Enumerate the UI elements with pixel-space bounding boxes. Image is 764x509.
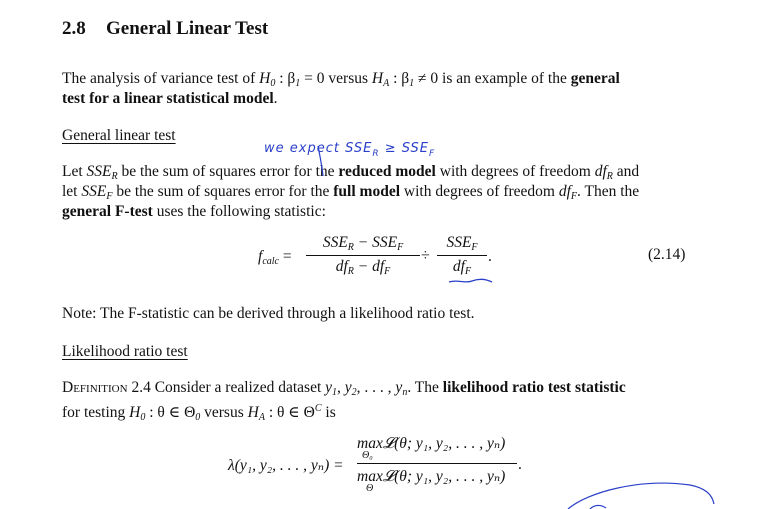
lambda-numerator-subscript: Θ₀	[362, 450, 373, 461]
let-line-1: Let $SSE_R$ be the sum of squares error for the reduced model with degrees of freedom $df_R$ and	[62, 163, 640, 182]
subheading-general-linear-test: General linear test	[62, 127, 176, 144]
intro-line-2: test for a linear statistical model.	[62, 90, 278, 107]
lambda-period: .	[518, 456, 522, 473]
section-title: General Linear Test	[106, 18, 269, 39]
underline-squiggle	[449, 279, 492, 282]
lambda-lhs: λ(y₁, y₂, . . . , yₙ) =	[228, 457, 344, 474]
lambda-numerator: max𝓛(θ; y₁, y₂, . . . , yₙ)	[357, 435, 506, 452]
annotation-arrow-stroke	[318, 146, 323, 176]
lambda-denominator-subscript: Θ	[366, 483, 374, 494]
subheading-likelihood-ratio-test: Likelihood ratio test	[62, 343, 188, 360]
definition-line-1: Definition 2.4 Consider a realized dataset $y_1$, $y_2$, . . . , $y_n$. The likelihood ratio test statistic	[62, 379, 626, 398]
handwritten-annotation: we expect $SSE_R \ge SSE_F$	[264, 141, 436, 159]
margin-tick	[590, 505, 606, 509]
equation-number: (2.14)	[648, 246, 686, 263]
intro-line-1: The analysis of variance test of $H_0$ : $\beta_1 = 0$ versus $H_A$ : $\beta_1 \ne 0$ is an example of the general	[62, 70, 620, 89]
fraction-1: $SSE_R - SSE_F$ $df_R - df_F$	[306, 234, 420, 277]
margin-arc	[568, 483, 714, 509]
let-line-2: let $SSE_F$ be the sum of squares error for the full model with degrees of freedom $df_F$. Then the	[62, 183, 640, 202]
note-text: Note: The F-statistic can be derived through a likelihood ratio test.	[62, 305, 475, 322]
let-line-3: general F-test uses the following statistic:	[62, 203, 326, 220]
division-sign: ÷	[421, 247, 430, 264]
fraction-2: $SSE_F$ $df_F$	[437, 234, 487, 277]
equation-period: .	[488, 248, 492, 265]
lambda-denominator: max𝓛(θ; y₁, y₂, . . . , yₙ)	[357, 468, 506, 485]
equation-lhs: $f_{calc}$ =	[258, 248, 292, 267]
definition-line-2: for testing $H_0$ : θ ∈ $\Theta_0$ versus $H_A$ : θ ∈ $\Theta^C$ is	[62, 403, 336, 423]
section-number: 2.8	[62, 18, 86, 39]
